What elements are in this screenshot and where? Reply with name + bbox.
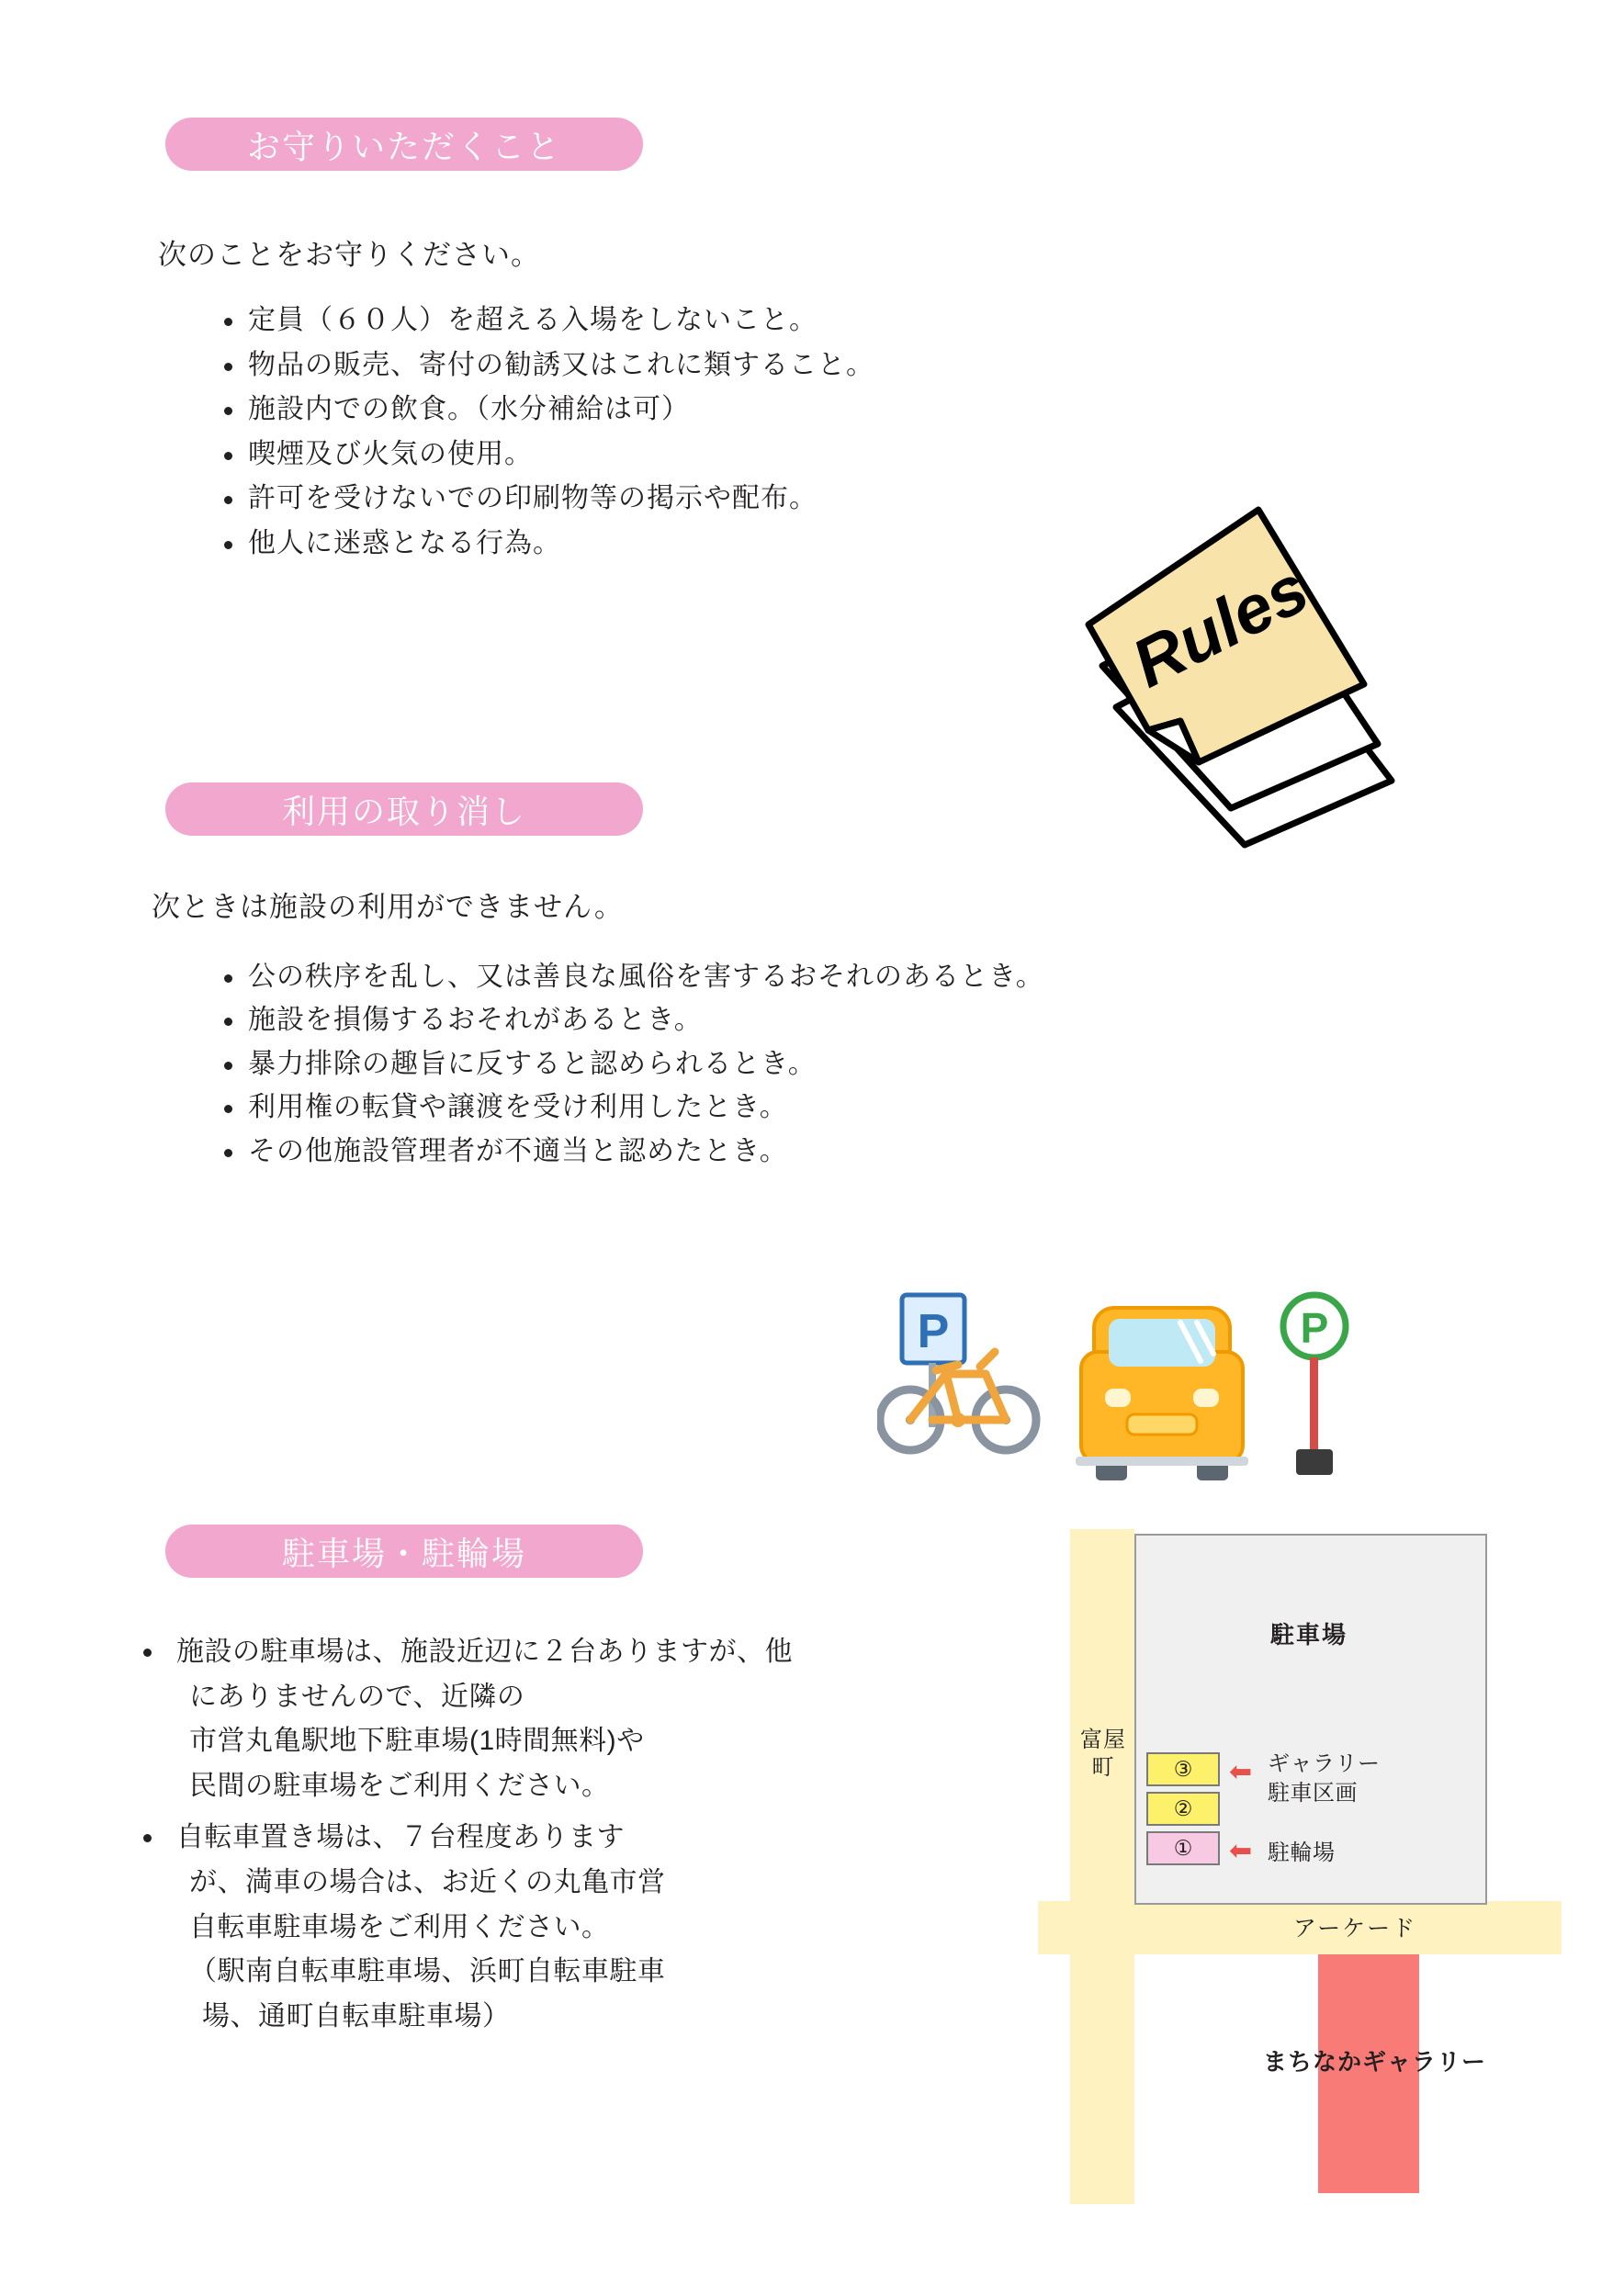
- map-street-label: 富屋町: [1080, 1728, 1126, 1780]
- map-gallery-slot-label-line1: ギャラリー: [1268, 1751, 1381, 1776]
- list-item: 物品の販売、寄付の勧誘又はこれに類すること。: [220, 343, 1047, 388]
- list-item: その他施設管理者が不適当と認めたとき。: [220, 1130, 1231, 1173]
- rules-list: [184, 298, 1047, 567]
- map-slot-2: ②: [1146, 1792, 1220, 1826]
- section-heading-rules: [165, 118, 643, 171]
- parking-item-2-line-4: （駅南自転車駐車場、浜町自転車駐車: [189, 1956, 666, 1987]
- rules-illustration-text: Rules: [1120, 549, 1320, 703]
- list-item: 喫煙及び火気の使用。: [220, 433, 1047, 478]
- list-item: 公の秩序を乱し、又は善良な風俗を害するおそれのあるとき。: [220, 955, 1231, 998]
- map-arcade-label: アーケード: [1292, 1916, 1417, 1941]
- map-parking-lot-label: 駐車場: [1269, 1621, 1348, 1649]
- map-bike-slot-label: 駐輪場: [1268, 1840, 1336, 1865]
- map-vertical-road: [1070, 1529, 1134, 2204]
- rules-lead-text: 次のことをお守りください。: [158, 239, 540, 271]
- section-heading-cancel-label: 利用の取り消し: [281, 792, 526, 830]
- svg-text:P: P: [1300, 1304, 1329, 1352]
- list-item: [138, 1630, 900, 1808]
- section-heading-cancel: [165, 782, 643, 836]
- parking-illustration: [877, 1286, 1392, 1534]
- list-item: 許可を受けないでの印刷物等の掲示や配布。: [220, 477, 1047, 522]
- parking-item-2-line-2: が、満車の場合は、お近くの丸亀市営: [189, 1866, 666, 1897]
- rules-papers-illustration: [1061, 478, 1456, 863]
- list-item: 定員（６０人）を超える入場をしないこと。: [220, 298, 1047, 343]
- svg-text:P: P: [917, 1305, 950, 1358]
- cancel-lead-text: 次ときは施設の利用ができません。: [152, 891, 624, 923]
- list-item: 利用権の転貸や譲渡を受け利用したとき。: [220, 1086, 1231, 1129]
- cancel-list: [184, 955, 1231, 1173]
- list-item: 他人に迷惑となる行為。: [220, 522, 1047, 567]
- list-item: 施設内での飲食。（水分補給は可）: [220, 388, 1047, 433]
- section-heading-parking-label: 駐車場・駐輪場: [281, 1534, 526, 1572]
- arrow-left-icon-bike: ⬅: [1229, 1836, 1253, 1866]
- section-heading-parking: [165, 1525, 643, 1578]
- map-gallery-slot-label: [1268, 1750, 1381, 1809]
- parking-sign-icon: [1283, 1295, 1346, 1475]
- parking-item-1-line-4: 民間の駐車場をご利用ください。: [189, 1770, 610, 1801]
- map-slot-3: ③: [1146, 1752, 1220, 1786]
- parking-item-2-line-1: 自転車置き場は、７台程度あります: [176, 1822, 625, 1853]
- section-heading-rules-label: お守りいただくこと: [246, 127, 561, 165]
- map-gallery-building-label: まちなかギャラリー: [1263, 2048, 1487, 2076]
- parking-item-2-line-5: 場、通町自転車駐車場）: [202, 2000, 511, 2032]
- list-item: 施設を損傷するおそれがあるとき。: [220, 998, 1231, 1041]
- car-icon: [1076, 1308, 1248, 1480]
- parking-item-1-line-1: 施設の駐車場は、施設近辺に２台ありますが、他: [176, 1637, 793, 1667]
- map-slot-1: ①: [1146, 1831, 1220, 1865]
- parking-item-2-line-3: 自転車駐車場をご利用ください。: [189, 1911, 610, 1942]
- parking-item-1-line-2: にありませんので、近隣の: [189, 1681, 525, 1712]
- bicycle-icon: [880, 1352, 1036, 1450]
- arrow-left-icon-gallery: ⬅: [1229, 1757, 1253, 1787]
- list-item: [138, 1816, 900, 2039]
- parking-list: [138, 1630, 900, 2046]
- list-item: 暴力排除の趣旨に反すると認められるとき。: [220, 1042, 1231, 1086]
- parking-map-diagram: [1038, 1529, 1562, 2204]
- map-gallery-slot-label-line2: 駐車区画: [1268, 1781, 1358, 1806]
- parking-item-1-line-3: 市営丸亀駅地下駐車場(1時間無料)や: [189, 1726, 645, 1757]
